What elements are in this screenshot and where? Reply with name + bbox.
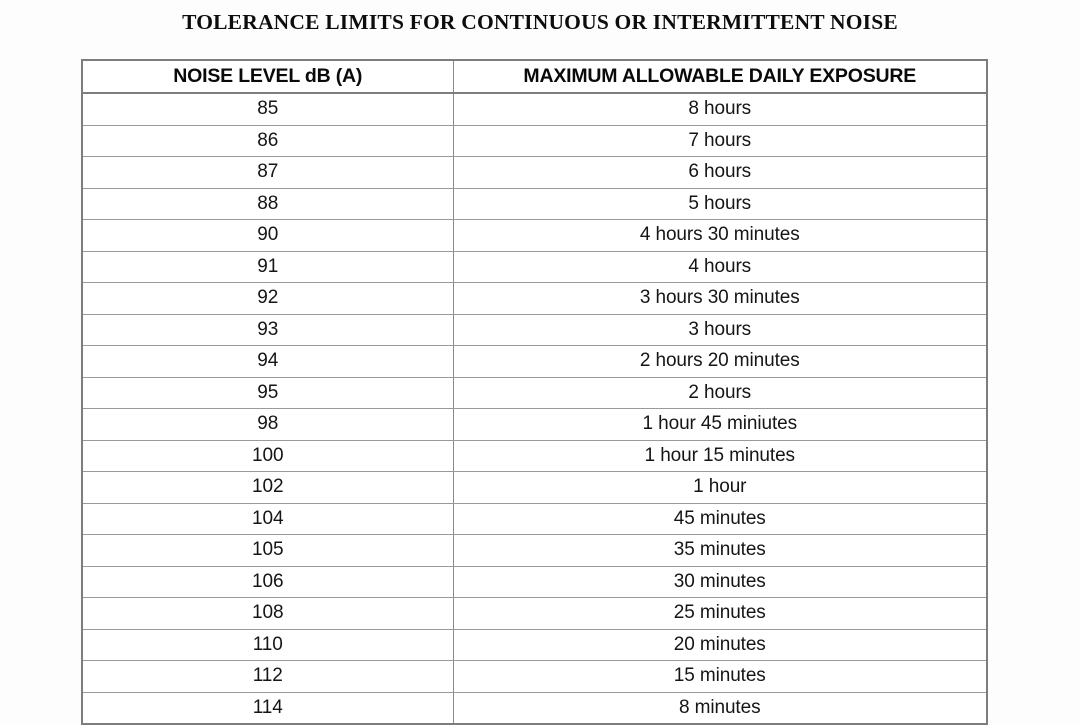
table-row bbox=[82, 314, 987, 346]
column-header-noise-level: NOISE LEVEL dB (A) bbox=[82, 60, 453, 93]
table-row bbox=[82, 503, 987, 535]
cell-max-exposure: 8 minutes bbox=[453, 692, 987, 724]
cell-noise-level: 85 bbox=[82, 93, 453, 125]
cell-noise-level: 87 bbox=[82, 157, 453, 189]
page-title: TOLERANCE LIMITS FOR CONTINUOUS OR INTERMITTENT NOISE bbox=[182, 10, 898, 34]
table-row bbox=[82, 692, 987, 724]
cell-max-exposure: 3 hours 30 minutes bbox=[453, 283, 987, 315]
table-body bbox=[82, 93, 987, 724]
noise-tolerance-table bbox=[81, 59, 988, 725]
table-row bbox=[82, 598, 987, 630]
cell-noise-level: 92 bbox=[82, 283, 453, 315]
cell-noise-level: 105 bbox=[82, 535, 453, 567]
table-row bbox=[82, 566, 987, 598]
cell-max-exposure: 5 hours bbox=[453, 188, 987, 220]
cell-max-exposure: 25 minutes bbox=[453, 598, 987, 630]
table-row bbox=[82, 661, 987, 693]
cell-max-exposure: 30 minutes bbox=[453, 566, 987, 598]
cell-noise-level: 88 bbox=[82, 188, 453, 220]
cell-noise-level: 90 bbox=[82, 220, 453, 252]
cell-noise-level: 86 bbox=[82, 125, 453, 157]
cell-max-exposure: 2 hours 20 minutes bbox=[453, 346, 987, 378]
table-row bbox=[82, 377, 987, 409]
table-row bbox=[82, 125, 987, 157]
cell-noise-level: 108 bbox=[82, 598, 453, 630]
cell-max-exposure: 4 hours bbox=[453, 251, 987, 283]
cell-noise-level: 110 bbox=[82, 629, 453, 661]
table-header-row bbox=[82, 60, 987, 93]
cell-noise-level: 100 bbox=[82, 440, 453, 472]
table-row bbox=[82, 157, 987, 189]
cell-max-exposure: 15 minutes bbox=[453, 661, 987, 693]
table-row bbox=[82, 472, 987, 504]
cell-max-exposure: 20 minutes bbox=[453, 629, 987, 661]
cell-noise-level: 106 bbox=[82, 566, 453, 598]
cell-max-exposure: 3 hours bbox=[453, 314, 987, 346]
table-row bbox=[82, 220, 987, 252]
table-header bbox=[82, 60, 987, 93]
noise-tolerance-table-container bbox=[81, 59, 986, 725]
cell-noise-level: 104 bbox=[82, 503, 453, 535]
cell-max-exposure: 4 hours 30 minutes bbox=[453, 220, 987, 252]
table-row bbox=[82, 409, 987, 441]
table-row bbox=[82, 440, 987, 472]
cell-noise-level: 98 bbox=[82, 409, 453, 441]
column-header-max-exposure: MAXIMUM ALLOWABLE DAILY EXPOSURE bbox=[453, 60, 987, 93]
cell-max-exposure: 8 hours bbox=[453, 93, 987, 125]
cell-max-exposure: 45 minutes bbox=[453, 503, 987, 535]
table-row bbox=[82, 629, 987, 661]
cell-max-exposure: 1 hour bbox=[453, 472, 987, 504]
cell-max-exposure: 2 hours bbox=[453, 377, 987, 409]
cell-max-exposure: 35 minutes bbox=[453, 535, 987, 567]
table-row bbox=[82, 93, 987, 125]
cell-noise-level: 94 bbox=[82, 346, 453, 378]
cell-noise-level: 95 bbox=[82, 377, 453, 409]
table-row bbox=[82, 251, 987, 283]
table-row bbox=[82, 535, 987, 567]
cell-max-exposure: 1 hour 15 minutes bbox=[453, 440, 987, 472]
cell-noise-level: 93 bbox=[82, 314, 453, 346]
table-row bbox=[82, 283, 987, 315]
cell-noise-level: 102 bbox=[82, 472, 453, 504]
table-row bbox=[82, 188, 987, 220]
cell-max-exposure: 6 hours bbox=[453, 157, 987, 189]
cell-max-exposure: 7 hours bbox=[453, 125, 987, 157]
cell-noise-level: 114 bbox=[82, 692, 453, 724]
cell-noise-level: 91 bbox=[82, 251, 453, 283]
cell-max-exposure: 1 hour 45 miniutes bbox=[453, 409, 987, 441]
table-row bbox=[82, 346, 987, 378]
cell-noise-level: 112 bbox=[82, 661, 453, 693]
